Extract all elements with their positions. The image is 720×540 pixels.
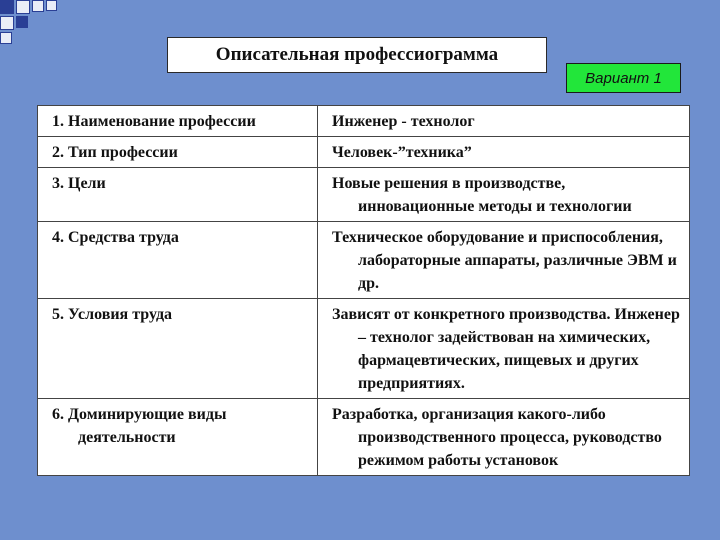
row-label bbox=[38, 168, 318, 222]
value-text: Инженер - технолог bbox=[332, 113, 475, 130]
corner-square bbox=[16, 16, 28, 28]
table-row bbox=[38, 168, 690, 222]
row-label bbox=[38, 222, 318, 299]
table-row bbox=[38, 299, 690, 399]
corner-square bbox=[0, 0, 14, 14]
row-value bbox=[318, 299, 690, 399]
value-text: Человек-”техника” bbox=[332, 144, 472, 161]
row-label bbox=[38, 299, 318, 399]
label-text: 4. Средства труда bbox=[52, 229, 179, 246]
value-text: Разработка, организация какого-либо производственного процесса, руководство режимом работы установок bbox=[332, 406, 662, 469]
table-row bbox=[38, 399, 690, 476]
table-row bbox=[38, 106, 690, 137]
row-label bbox=[38, 137, 318, 168]
value-text: Техническое оборудование и приспособления, лабораторные аппараты, различные ЭВМ и др. bbox=[332, 229, 677, 292]
value-text: Зависят от конкретного производства. Инженер – технолог задействован на химических, фармацевтических, пищевых и других предприятиях. bbox=[332, 306, 680, 392]
corner-square bbox=[46, 0, 57, 11]
row-value bbox=[318, 106, 690, 137]
table-row bbox=[38, 222, 690, 299]
corner-square bbox=[16, 0, 30, 14]
variant-badge: Вариант 1 bbox=[566, 63, 681, 93]
row-value bbox=[318, 137, 690, 168]
row-value bbox=[318, 222, 690, 299]
corner-square bbox=[32, 0, 44, 12]
row-value bbox=[318, 168, 690, 222]
row-label bbox=[38, 399, 318, 476]
label-text: 6. Доминирующие виды деятельности bbox=[52, 406, 227, 446]
value-text: Новые решения в производстве, инновационные методы и технологии bbox=[332, 175, 632, 215]
label-text: 5. Условия труда bbox=[52, 306, 173, 323]
label-text: 3. Цели bbox=[52, 175, 106, 192]
row-value bbox=[318, 399, 690, 476]
label-text: 2. Тип профессии bbox=[52, 144, 178, 161]
corner-square bbox=[0, 32, 12, 44]
row-label bbox=[38, 106, 318, 137]
label-text: 1. Наименование профессии bbox=[52, 113, 256, 130]
page-title: Описательная профессиограмма bbox=[167, 37, 547, 73]
professiogram-table bbox=[37, 105, 690, 476]
corner-square bbox=[0, 16, 14, 30]
table-row bbox=[38, 137, 690, 168]
